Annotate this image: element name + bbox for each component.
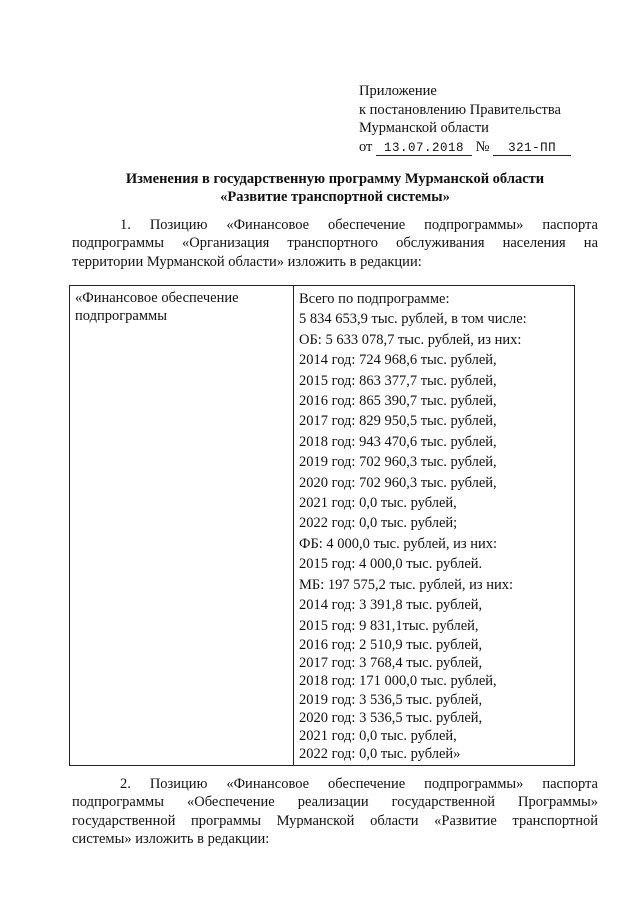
resolution-date: 13.07.2018: [376, 141, 472, 156]
financing-line: 2017 год: 3 768,4 тыс. рублей,: [299, 655, 483, 672]
table-row: [70, 286, 575, 766]
financing-line: 2018 год: 171 000,0 тыс. рублей,: [299, 673, 497, 690]
financing-line: 2020 год: 3 536,5 тыс. рублей,: [299, 709, 483, 726]
paragraph-line: подпрограммы «Организация транспортного обслуживания населения на: [72, 235, 598, 252]
paragraph-line: 2. Позицию «Финансовое обеспечение подпрограммы» паспорта: [120, 776, 598, 792]
paragraph-line: государственной программы Мурманской области «Развитие транспортной: [72, 812, 598, 829]
financing-line: 2021 год: 0,0 тыс. рублей,: [299, 495, 457, 512]
financing-line: Всего по подпрограмме:: [299, 291, 450, 307]
title-line: Изменения в государственную программу Мурманской области: [125, 171, 545, 187]
financing-line: 5 834 653,9 тыс. рублей, в том числе:: [299, 311, 527, 328]
financing-line: 2015 год: 9 831,1тыс. рублей,: [299, 617, 479, 634]
financing-line: 2018 год: 943 470,6 тыс. рублей,: [299, 433, 497, 450]
financing-table: [69, 285, 575, 766]
table-label-cell: «Финансовое обеспечение подпрограммы: [70, 286, 294, 766]
number-label: №: [475, 138, 490, 155]
financing-line: 2015 год: 4 000,0 тыс. рублей.: [299, 556, 483, 573]
financing-line: 2022 год: 0,0 тыс. рублей;: [299, 515, 458, 532]
financing-line: 2016 год: 865 390,7 тыс. рублей,: [299, 393, 497, 410]
financing-line: 2021 год: 0,0 тыс. рублей,: [299, 727, 457, 744]
appendix-header: [359, 82, 571, 156]
paragraph-line: территории Мурманской области» изложить в редакции:: [72, 253, 422, 270]
paragraph-1: [72, 216, 598, 271]
financing-line: 2020 год: 702 960,3 тыс. рублей,: [299, 474, 497, 491]
appendix-line: Мурманской области: [359, 120, 489, 137]
financing-line: 2014 год: 3 391,8 тыс. рублей,: [299, 597, 483, 614]
title-line: «Развитие транспортной системы»: [220, 189, 450, 205]
financing-line: 2019 год: 702 960,3 тыс. рублей,: [299, 454, 497, 471]
paragraph-line: подпрограммы «Обеспечение реализации государственной Программы»: [72, 794, 598, 811]
financing-line: 2019 год: 3 536,5 тыс. рублей,: [299, 691, 483, 708]
financing-line: 2016 год: 2 510,9 тыс. рублей,: [299, 636, 483, 653]
financing-line: ОБ: 5 633 078,7 тыс. рублей, из них:: [299, 331, 522, 348]
financing-line: ФБ: 4 000,0 тыс. рублей, из них:: [299, 535, 498, 552]
financing-line: 2022 год: 0,0 тыс. рублей»: [299, 746, 461, 763]
financing-line: 2015 год: 863 377,7 тыс. рублей,: [299, 372, 497, 389]
resolution-number: 321-ПП: [493, 141, 571, 156]
document-title: [72, 170, 598, 206]
appendix-line: к постановлению Правительства: [359, 101, 561, 118]
table-value-cell: [294, 286, 575, 766]
financing-line: МБ: 197 575,2 тыс. рублей, из них:: [299, 576, 513, 593]
appendix-date-line: [359, 138, 571, 157]
appendix-line: Приложение: [359, 83, 437, 99]
paragraph-line: системы» изложить в редакции:: [72, 831, 270, 848]
paragraph-line: 1. Позицию «Финансовое обеспечение подпрограммы» паспорта: [120, 217, 598, 233]
paragraph-2: [72, 775, 598, 849]
from-label: от: [359, 138, 373, 155]
financing-line: 2014 год: 724 968,6 тыс. рублей,: [299, 352, 497, 369]
financing-line: 2017 год: 829 950,5 тыс. рублей,: [299, 413, 497, 430]
